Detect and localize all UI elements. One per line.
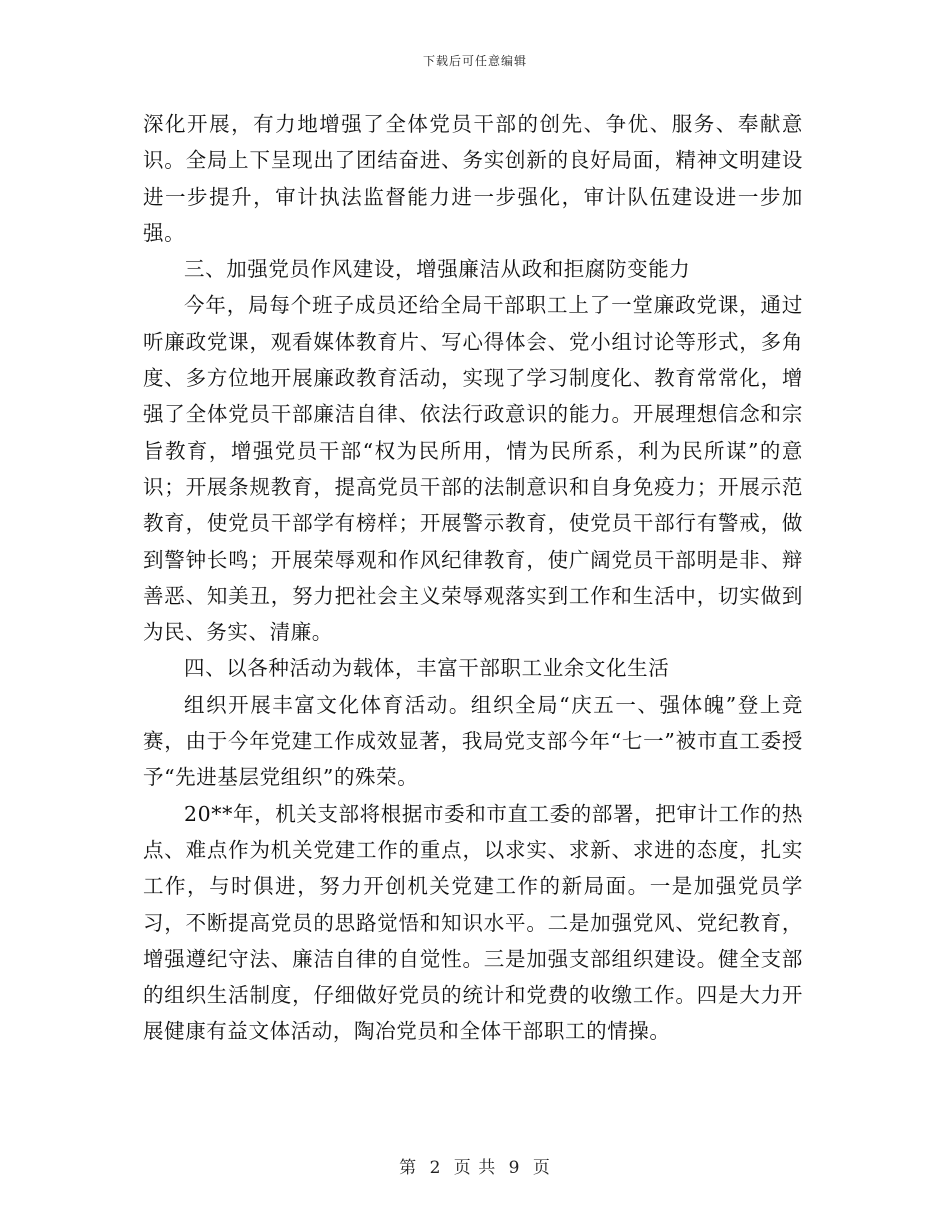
document-body xyxy=(143,106,803,1050)
section-heading-3: 三、加强党员作风建设，增强廉洁从政和拒腐防变能力 xyxy=(184,257,691,282)
page-prefix: 第 xyxy=(399,1158,418,1178)
page-total: 9 xyxy=(508,1158,521,1178)
paragraph-cultural-activities: 组织开展丰富文化体育活动。组织全局“庆五一、强体魄”登上竞赛，由于今年党建工作成效显著，我局党支部今年“七一”被市直工委授予“先进基层党组织”的殊荣。 xyxy=(143,692,803,790)
section-heading-4: 四、以各种活动为载体，丰富干部职工业余文化生活 xyxy=(184,656,670,681)
paragraph-next-year-plan: 20**年，机关支部将根据市委和市直工委的部署，把审计工作的热点、难点作为机关党建工作的重点，以求实、求新、求进的态度，扎实工作，与时俱进，努力开创机关党建工作的新局面。一是加强党员学习，不断提高党员的思路觉悟和知识水平。二是加强党风、党纪教育，增强遵纪守法、廉洁自律的自觉性。三是加强支部组织建设。健全支部的组织生活制度，仔细做好党员的统计和党费的收缴工作。四是大力开展健康有益文体活动，陶冶党员和全体干部职工的情操。 xyxy=(143,801,803,1044)
paragraph-integrity-education: 今年，局每个班子成员还给全局干部职工上了一堂廉政党课，通过听廉政党课，观看媒体教育片、写心得体会、党小组讨论等形式，多角度、多方位地开展廉政教育活动，实现了学习制度化、教育常常化，增强了全体党员干部廉洁自律、依法行政意识的能力。开展理想信念和宗旨教育，增强党员干部“权为民所用，情为民所系，利为民所谋”的意识；开展条规教育，提高党员干部的法制意识和自身免疫力；开展示范教育，使党员干部学有榜样；开展警示教育，使党员干部行有警戒，做到警钟长鸣；开展荣辱观和作风纪律教育，使广阔党员干部明是非、辩善恶、知美丑，努力把社会主义荣辱观落实到工作和生活中，切实做到为民、务实、清廉。 xyxy=(143,293,803,645)
page-footer xyxy=(0,1153,950,1178)
page-header-note: 下载后可任意编辑 xyxy=(422,54,527,68)
paragraph-continuation: 深化开展，有力地增强了全体党员干部的创先、争优、服务、奉献意识。全局上下呈现出了团结奋进、务实创新的良好局面，精神文明建设进一步提升，审计执法监督能力进一步强化，审计队伍建设进一步加强。 xyxy=(143,112,803,245)
page-current: 2 xyxy=(429,1158,442,1178)
page-mid: 页 共 xyxy=(453,1158,497,1178)
page-suffix: 页 xyxy=(532,1158,551,1178)
